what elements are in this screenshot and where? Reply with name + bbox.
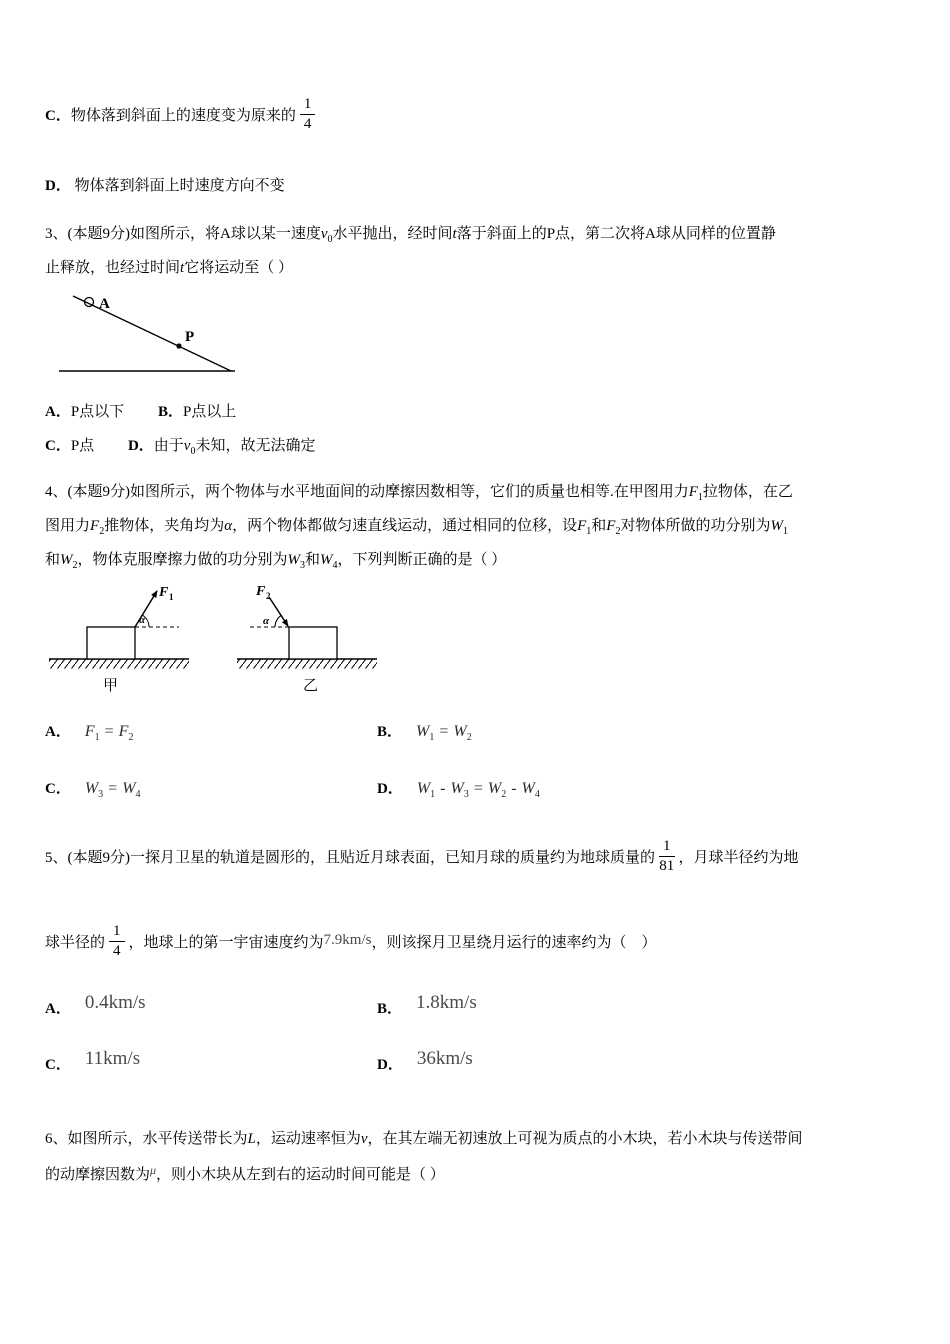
text-segment: ，则该探月卫星绕月运行的速率约为（ ）: [371, 935, 657, 952]
option-label: B．: [377, 1000, 403, 1017]
fraction-1-4: [109, 923, 125, 961]
ground-hatching: [49, 659, 189, 668]
q4-option-a-expression: [85, 723, 134, 741]
angle-alpha-label: α: [139, 613, 146, 626]
variable-W1: W: [770, 517, 783, 534]
fraction-denominator: 81: [659, 857, 675, 874]
operator: -: [440, 779, 446, 797]
operator: =: [104, 722, 114, 740]
operator: =: [108, 779, 118, 797]
var-sub: 3: [98, 788, 104, 800]
q4-text-line1: [45, 475, 910, 509]
option-label: C．: [45, 437, 71, 454]
q6-text: [45, 1121, 910, 1193]
option-label: B．: [377, 723, 403, 740]
figure-yi-label: 乙: [303, 677, 319, 694]
option-label: D．: [377, 780, 403, 797]
var: W: [453, 722, 467, 740]
q4-figure: [47, 583, 910, 702]
point-p-label: P: [185, 328, 195, 345]
var-sub: 2: [466, 731, 472, 743]
variable-sub: 3: [300, 559, 306, 571]
variable-v0: v: [183, 437, 191, 454]
var-sub: 4: [135, 788, 141, 800]
q5-option-d: [377, 1047, 910, 1075]
text-segment: 和: [305, 551, 321, 568]
angle-arc: [275, 615, 281, 627]
fraction-1-81: [659, 838, 675, 876]
text-segment: 5、(本题9分)一探月卫星的轨道是圆形的，且贴近月球表面，已知月球的质量约为地球质量的: [45, 849, 655, 866]
text-segment: 6、如图所示，水平传送带长为: [45, 1130, 248, 1147]
q6-text-line1: [45, 1121, 910, 1157]
q3-options-ab: [45, 400, 910, 421]
q4-text: [45, 475, 910, 577]
text-segment: 水平抛出，经时间: [332, 225, 453, 242]
text-segment: ，两个物体都做匀速直线运动，通过相同的位移，设: [232, 517, 578, 534]
text-segment: 和: [45, 551, 61, 568]
var-sub: 2: [501, 788, 507, 800]
q3-options-cd: [45, 434, 910, 455]
variable-W2: W: [60, 551, 73, 568]
option-value: 0.4km/s: [84, 991, 146, 1013]
option-value: 36km/s: [416, 1047, 473, 1069]
variable-sub: 1: [586, 525, 592, 537]
prev-question-option-c: [45, 96, 910, 134]
fraction-one-quarter: [300, 96, 316, 134]
option-label: C．: [45, 1056, 71, 1073]
option-label: B．: [157, 403, 183, 420]
fraction-numerator: 1: [300, 96, 316, 115]
variable-alpha: α: [224, 517, 233, 534]
variable-sub: 2: [615, 525, 621, 537]
q3-figure: [59, 289, 910, 390]
option-text: 物体落到斜面上的速度变为原来的: [70, 108, 296, 125]
option-text: P点以上: [182, 403, 237, 420]
force-F2-label: F: [256, 583, 266, 599]
option-value: 11km/s: [84, 1047, 141, 1069]
option-label: D．: [377, 1056, 403, 1073]
force-F2-arrow: [269, 597, 288, 626]
variable-F1: F: [688, 483, 698, 500]
q5-option-c: [45, 1047, 377, 1075]
option-label: A．: [45, 403, 71, 420]
q4-text-line2: [45, 509, 910, 543]
var: W: [84, 779, 99, 797]
text-segment: 推物体，夹角均为: [104, 517, 225, 534]
fraction-numerator: 1: [659, 838, 675, 857]
q5-text-line1: [45, 838, 910, 876]
option-text: 由于: [153, 437, 184, 454]
operator: -: [511, 779, 517, 797]
option-text: 物体落到斜面上时速度方向不变: [74, 177, 285, 194]
q3-text-line1: [45, 217, 910, 251]
text-segment: 3、(本题9分)如图所示，将A球以某一速度: [45, 225, 321, 242]
variable-v0: v: [320, 225, 328, 242]
force-F1-sub: 1: [169, 591, 174, 602]
option-text: P点以下: [70, 403, 125, 420]
force-F1-label: F: [159, 584, 169, 600]
text-segment: 它将运动至（ ）: [184, 259, 293, 276]
text-segment: ，地球上的第一宇宙速度约为: [128, 935, 324, 952]
fraction-numerator: 1: [109, 923, 125, 942]
variable-W4: W: [320, 551, 333, 568]
var-sub: 1: [429, 731, 435, 743]
var: W: [416, 722, 430, 740]
var-sub: 1: [94, 731, 100, 743]
var-sub: 3: [463, 788, 469, 800]
q4-option-b: [377, 720, 910, 741]
q4-option-c-expression: [85, 780, 141, 798]
block: [289, 627, 337, 659]
variable-sub: 2: [99, 525, 105, 537]
text-segment: ，下列判断正确的是（ ）: [337, 551, 507, 568]
text-segment: 图用力: [45, 517, 91, 534]
angle-alpha-label: α: [263, 614, 270, 627]
variable-sub: 2: [72, 559, 78, 571]
q4-option-d-expression: [417, 780, 540, 798]
option-text: 未知，故无法确定: [195, 437, 316, 454]
option-label: A．: [45, 1000, 71, 1017]
option-label: C．: [45, 108, 71, 125]
text-segment: 落于斜面上的P点，第二次将A球从同样的位置静: [456, 225, 776, 242]
incline-line: [73, 296, 231, 371]
text-segment: ，则小木块从左到右的运动时间可能是（ ）: [156, 1166, 445, 1183]
q6-text-line2: [45, 1157, 910, 1193]
var: W: [487, 779, 502, 797]
variable-v: v: [360, 1130, 368, 1147]
var: W: [521, 779, 535, 797]
q4-options: [45, 720, 910, 798]
text-segment: 球半径的: [45, 935, 106, 952]
option-label: D．: [45, 177, 71, 194]
variable-sub: 1: [697, 491, 703, 503]
var: W: [122, 779, 136, 797]
var: F: [118, 722, 129, 740]
var: W: [416, 779, 431, 797]
option-value: 1.8km/s: [416, 991, 477, 1013]
prev-question-option-d: [45, 174, 910, 195]
variable-t: t: [452, 225, 457, 242]
text-segment: ，月球半径约为地: [678, 849, 799, 866]
variable-sub: 0: [327, 233, 333, 245]
var-sub: 2: [128, 731, 134, 743]
var-sub: 1: [430, 788, 436, 800]
blocks-forces-diagram: [47, 583, 382, 697]
operator: =: [473, 779, 483, 797]
q4-option-b-expression: [416, 723, 472, 741]
fraction-denominator: 4: [303, 116, 312, 133]
q3-text-line2: [45, 251, 910, 285]
var-sub: 4: [534, 788, 540, 800]
variable-F2: F: [90, 517, 100, 534]
text-segment: 止释放，也经过时间: [45, 259, 181, 276]
variable-W3: W: [287, 551, 301, 568]
text-segment: ，运动速率恒为: [255, 1130, 361, 1147]
variable-mu: μ: [150, 1162, 157, 1177]
q5-text-line2: [45, 923, 910, 961]
q5-option-a: [45, 991, 377, 1019]
variable-sub: 1: [782, 525, 788, 537]
first-cosmic-speed-value: 7.9km/s: [323, 932, 372, 949]
q3-text: [45, 217, 910, 285]
q4-option-a: [45, 720, 377, 741]
text-segment: 对物体所做的功分别为: [620, 517, 771, 534]
q5-option-b: [377, 991, 910, 1019]
fraction-denominator: 4: [113, 943, 121, 960]
text-segment: ，物体克服摩擦力做的功分别为: [77, 551, 288, 568]
force-F2-sub: 2: [266, 590, 271, 601]
text-segment: 4、(本题9分)如图所示，两个物体与水平地面间的动摩擦因数相等，它们的质量也相等.在甲图用力: [45, 483, 689, 500]
var: F: [84, 722, 95, 740]
operator: =: [439, 722, 449, 740]
option-text: P点: [70, 437, 95, 454]
variable-t: t: [180, 259, 185, 276]
figure-jia-label: 甲: [103, 677, 119, 694]
variable-L: L: [247, 1130, 256, 1147]
text-segment: 的动摩擦因数为: [45, 1166, 151, 1183]
variable-sub: 0: [190, 445, 196, 457]
q4-text-line3: [45, 543, 910, 577]
text-segment: 和: [591, 517, 607, 534]
option-label: A．: [45, 723, 71, 740]
text-segment: ，在其左端无初速放上可视为质点的小木块，若小木块与传送带间: [367, 1130, 803, 1147]
variable-F1: F: [577, 517, 587, 534]
incline-diagram: [59, 289, 259, 385]
text-segment: 拉物体，在乙: [702, 483, 793, 500]
point-p-dot: [176, 343, 181, 348]
q4-option-d: [377, 777, 910, 798]
option-label: C．: [45, 780, 71, 797]
q4-option-c: [45, 777, 377, 798]
ball-a-label: A: [99, 295, 110, 312]
variable-sub: 4: [332, 559, 338, 571]
var: W: [450, 779, 464, 797]
block: [87, 627, 135, 659]
q5-options: [45, 991, 910, 1075]
variable-F2: F: [606, 517, 616, 534]
option-label: D．: [127, 437, 154, 454]
ground-hatching: [237, 659, 377, 668]
